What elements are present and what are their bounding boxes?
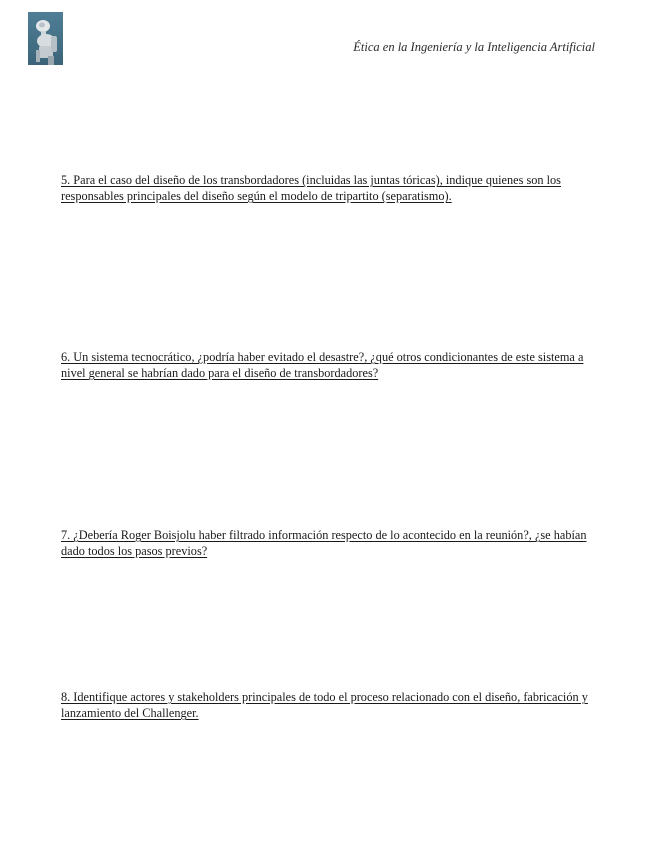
question-8: 8. Identifique actores y stakeholders principales de todo el proceso relacionado con el diseño, fabricación y lanzamiento del Challenger.: [61, 690, 588, 720]
question-7: 7. ¿Debería Roger Boisjolu haber filtrado información respecto de lo acontecido en la reunión?, ¿se habían dado todos los pasos previos?: [61, 528, 587, 558]
document-header-title: Ética en la Ingeniería y la Inteligencia Artificial: [353, 40, 595, 54]
robot-photo-icon: [28, 12, 63, 65]
question-5: 5. Para el caso del diseño de los transbordadores (incluidas las juntas tóricas), indique quienes son los responsables principales del diseño según el modelo de tripartito (separatismo).: [61, 173, 561, 203]
question-6: 6. Un sistema tecnocrático, ¿podría haber evitado el desastre?, ¿qué otros condicionantes de este sistema a nivel general se habrían dado para el diseño de transbordadores?: [61, 350, 584, 380]
